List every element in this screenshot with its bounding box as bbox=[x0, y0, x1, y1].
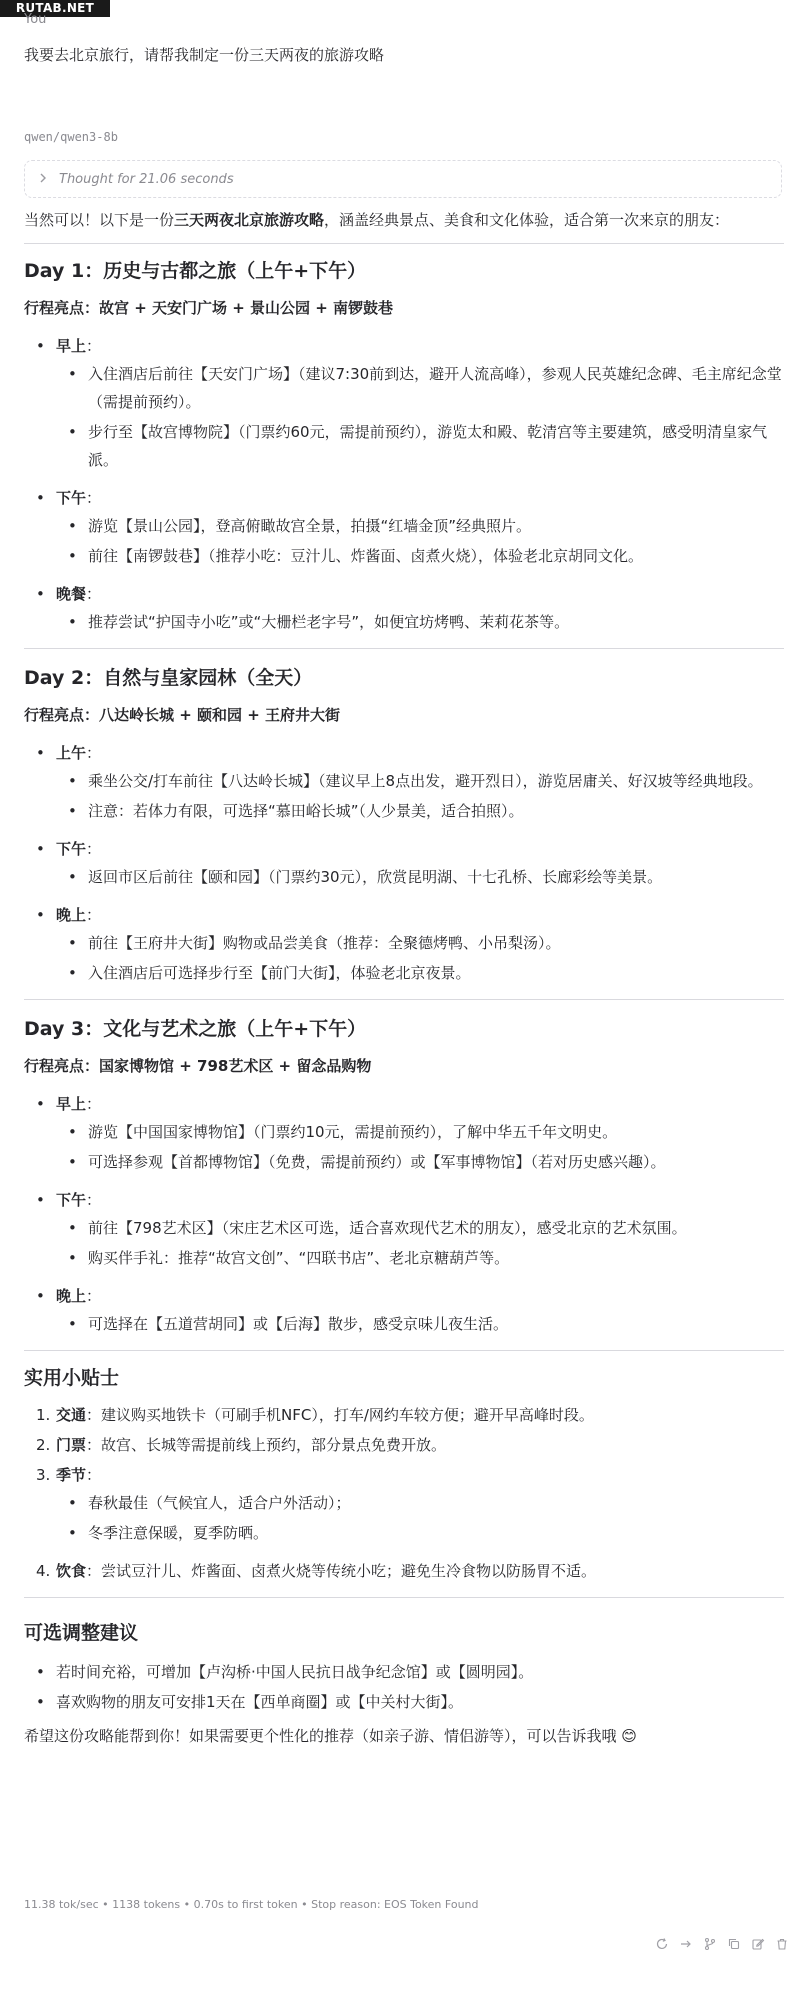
tip-sub-item: • 冬季注意保暖，夏季防晒。 bbox=[56, 1519, 784, 1547]
closing-paragraph: 希望这份攻略能帮到你！如果需要更个性化的推荐（如亲子游、情侣游等），可以告诉我哦 😊 bbox=[24, 1727, 637, 1745]
activity-list bbox=[56, 1214, 784, 1272]
day-schedule-list bbox=[24, 332, 784, 636]
message-actions bbox=[652, 1934, 792, 1954]
refresh-icon[interactable] bbox=[652, 1934, 672, 1954]
activity-item: • 可选择在【五道营胡同】或【后海】散步，感受京味儿夜生活。 bbox=[56, 1310, 784, 1338]
activity-item: • 入住酒店后可选择步行至【前门大街】，体验老北京夜景。 bbox=[56, 959, 784, 987]
period-label: • 下午： bbox=[56, 840, 102, 858]
activity-list bbox=[56, 608, 784, 636]
tip-text: ：故宫、长城等需提前线上预约，部分景点免费开放。 bbox=[86, 1436, 447, 1454]
tip-number: 2. bbox=[36, 1436, 51, 1454]
activity-item: • 前往【798艺术区】（宋庄艺术区可选，适合喜欢现代艺术的朋友），感受北京的艺术氛围。 bbox=[56, 1214, 784, 1242]
period-label-text: 早上 bbox=[56, 337, 87, 355]
activity-item: • 游览【景山公园】，登高俯瞰故宫全景，拍摄“红墙金顶”经典照片。 bbox=[56, 512, 784, 540]
intro-text-bold: 三天两夜北京旅游攻略 bbox=[174, 211, 325, 229]
period-item bbox=[24, 1090, 784, 1176]
period-label-text: 早上 bbox=[56, 1095, 87, 1113]
activity-item: • 购买伴手礼：推荐“故宫文创”、“四联书店”、老北京糖葫芦等。 bbox=[56, 1244, 784, 1272]
day-title: Day 3：文化与艺术之旅（上午+下午） bbox=[24, 1018, 367, 1040]
period-label: • 下午： bbox=[56, 1191, 102, 1209]
period-item bbox=[24, 484, 784, 570]
period-label-text: 下午 bbox=[56, 840, 87, 858]
activity-item: • 游览【中国国家博物馆】（门票约10元，需提前预约），了解中华五千年文明史。 bbox=[56, 1118, 784, 1146]
assistant-response bbox=[24, 206, 784, 1750]
thought-label: Thought for 21.06 seconds bbox=[59, 171, 234, 187]
activity-item: • 推荐尝试“护国寺小吃”或“大栅栏老字号”，如便宜坊烤鸭、茉莉花茶等。 bbox=[56, 608, 784, 636]
activity-item: • 入住酒店后前往【天安门广场】（建议7:30前到达，避开人流高峰），参观人民英雄纪念碑、毛主席纪念堂（需提前预约）。 bbox=[56, 360, 784, 416]
day-highlight: 行程亮点：八达岭长城 + 颐和园 + 王府井大街 bbox=[24, 706, 341, 724]
tip-text: ：建议购买地铁卡（可刷手机NFC），打车/网约车较方便；避开早高峰时段。 bbox=[86, 1406, 594, 1424]
period-item bbox=[24, 835, 784, 891]
tips-title: 实用小贴士 bbox=[24, 1367, 120, 1389]
tip-text: ： bbox=[86, 1466, 102, 1484]
activity-list bbox=[56, 767, 784, 825]
period-label: • 晚餐： bbox=[56, 585, 102, 603]
day-highlight: 行程亮点：故宫 + 天安门广场 + 景山公园 + 南锣鼓巷 bbox=[24, 299, 394, 317]
activity-item: • 可选择参观【首都博物馆】（免费，需提前预约）或【军事博物馆】（若对历史感兴趣）。 bbox=[56, 1148, 784, 1176]
intro-text-b: ，涵盖经典景点、美食和文化体验，适合第一次来京的朋友： bbox=[324, 211, 730, 229]
period-item bbox=[24, 332, 784, 474]
activity-item: • 返回市区后前往【颐和园】（门票约30元），欣赏昆明湖、十七孔桥、长廊彩绘等美景。 bbox=[56, 863, 784, 891]
tip-label: 交通 bbox=[56, 1406, 87, 1424]
thought-toggle[interactable] bbox=[24, 160, 782, 198]
tip-number: 3. bbox=[36, 1466, 51, 1484]
intro-text-a: 当然可以！以下是一份 bbox=[24, 211, 175, 229]
activity-list bbox=[56, 1310, 784, 1338]
tip-item bbox=[24, 1431, 784, 1459]
activity-list bbox=[56, 1118, 784, 1176]
period-item bbox=[24, 1282, 784, 1338]
period-label-text: 晚上 bbox=[56, 1287, 87, 1305]
day-schedule-list bbox=[24, 739, 784, 987]
activity-item: • 前往【南锣鼓巷】（推荐小吃：豆汁儿、炸酱面、卤煮火烧），体验老北京胡同文化。 bbox=[56, 542, 784, 570]
tips-list bbox=[24, 1401, 784, 1585]
activity-list bbox=[56, 929, 784, 987]
chevron-right-icon bbox=[39, 172, 47, 187]
day-title: Day 2：自然与皇家园林（全天） bbox=[24, 667, 313, 689]
copy-icon[interactable] bbox=[724, 1934, 744, 1954]
period-label-text: 下午 bbox=[56, 489, 87, 507]
trash-icon[interactable] bbox=[772, 1934, 792, 1954]
period-label: • 晚上： bbox=[56, 906, 102, 924]
branch-icon[interactable] bbox=[700, 1934, 720, 1954]
period-label-text: 下午 bbox=[56, 1191, 87, 1209]
optional-title: 可选调整建议 bbox=[24, 1622, 139, 1644]
activity-item: • 注意：若体力有限，可选择“慕田峪长城”（人少景美，适合拍照）。 bbox=[56, 797, 784, 825]
period-item bbox=[24, 580, 784, 636]
tip-number: 4. bbox=[36, 1562, 51, 1580]
tip-number: 1. bbox=[36, 1406, 51, 1424]
period-label: • 下午： bbox=[56, 489, 102, 507]
period-label-text: 晚上 bbox=[56, 906, 87, 924]
activity-item: • 步行至【故宫博物院】（门票约60元，需提前预约），游览太和殿、乾清宫等主要建筑，感受明清皇家气派。 bbox=[56, 418, 784, 474]
period-label: • 晚上： bbox=[56, 1287, 102, 1305]
day-highlight: 行程亮点：国家博物馆 + 798艺术区 + 留念品购物 bbox=[24, 1057, 372, 1075]
edit-icon[interactable] bbox=[748, 1934, 768, 1954]
tip-text: ：尝试豆汁儿、炸酱面、卤煮火烧等传统小吃；避免生冷食物以防肠胃不适。 bbox=[86, 1562, 597, 1580]
tip-sub-list bbox=[56, 1489, 784, 1547]
activity-item: • 乘坐公交/打车前往【八达岭长城】（建议早上8点出发，避开烈日），游览居庸关、好汉坡等经典地段。 bbox=[56, 767, 784, 795]
divider bbox=[24, 999, 784, 1000]
activity-list bbox=[56, 512, 784, 570]
optional-list bbox=[24, 1658, 784, 1716]
divider bbox=[24, 1350, 784, 1351]
period-label: • 早上： bbox=[56, 1095, 102, 1113]
intro-paragraph bbox=[24, 206, 784, 234]
period-item bbox=[24, 739, 784, 825]
optional-item: • 喜欢购物的朋友可安排1天在【西单商圈】或【中关村大街】。 bbox=[24, 1688, 784, 1716]
tip-item bbox=[24, 1461, 784, 1547]
arrow-right-icon[interactable] bbox=[676, 1934, 696, 1954]
tip-item bbox=[24, 1401, 784, 1429]
divider bbox=[24, 243, 784, 244]
divider bbox=[24, 648, 784, 649]
period-label-text: 上午 bbox=[56, 744, 87, 762]
watermark: RUTAB.NET bbox=[0, 0, 110, 17]
period-label-text: 晚餐 bbox=[56, 585, 87, 603]
activity-list bbox=[56, 863, 784, 891]
period-label: • 上午： bbox=[56, 744, 102, 762]
period-label: • 早上： bbox=[56, 337, 102, 355]
user-label: You bbox=[24, 12, 47, 27]
period-item bbox=[24, 1186, 784, 1272]
period-item bbox=[24, 901, 784, 987]
day-title: Day 1：历史与古都之旅（上午+下午） bbox=[24, 260, 367, 282]
user-message: 我要去北京旅行，请帮我制定一份三天两夜的旅游攻略 bbox=[24, 46, 385, 64]
tip-sub-item: • 春秋最佳（气候宜人，适合户外活动）； bbox=[56, 1489, 784, 1517]
optional-item: • 若时间充裕，可增加【卢沟桥·中国人民抗日战争纪念馆】或【圆明园】。 bbox=[24, 1658, 784, 1686]
activity-list bbox=[56, 360, 784, 474]
tip-label: 季节 bbox=[56, 1466, 87, 1484]
tip-label: 门票 bbox=[56, 1436, 87, 1454]
tip-label: 饮食 bbox=[56, 1562, 87, 1580]
activity-item: • 前往【王府井大街】购物或品尝美食（推荐：全聚德烤鸭、小吊梨汤）。 bbox=[56, 929, 784, 957]
tip-item bbox=[24, 1557, 784, 1585]
generation-stats: 11.38 tok/sec • 1138 tokens • 0.70s to first token • Stop reason: EOS Token Found bbox=[24, 1898, 479, 1911]
model-label: qwen/qwen3-8b bbox=[24, 130, 118, 144]
day-schedule-list bbox=[24, 1090, 784, 1338]
divider bbox=[24, 1597, 784, 1598]
